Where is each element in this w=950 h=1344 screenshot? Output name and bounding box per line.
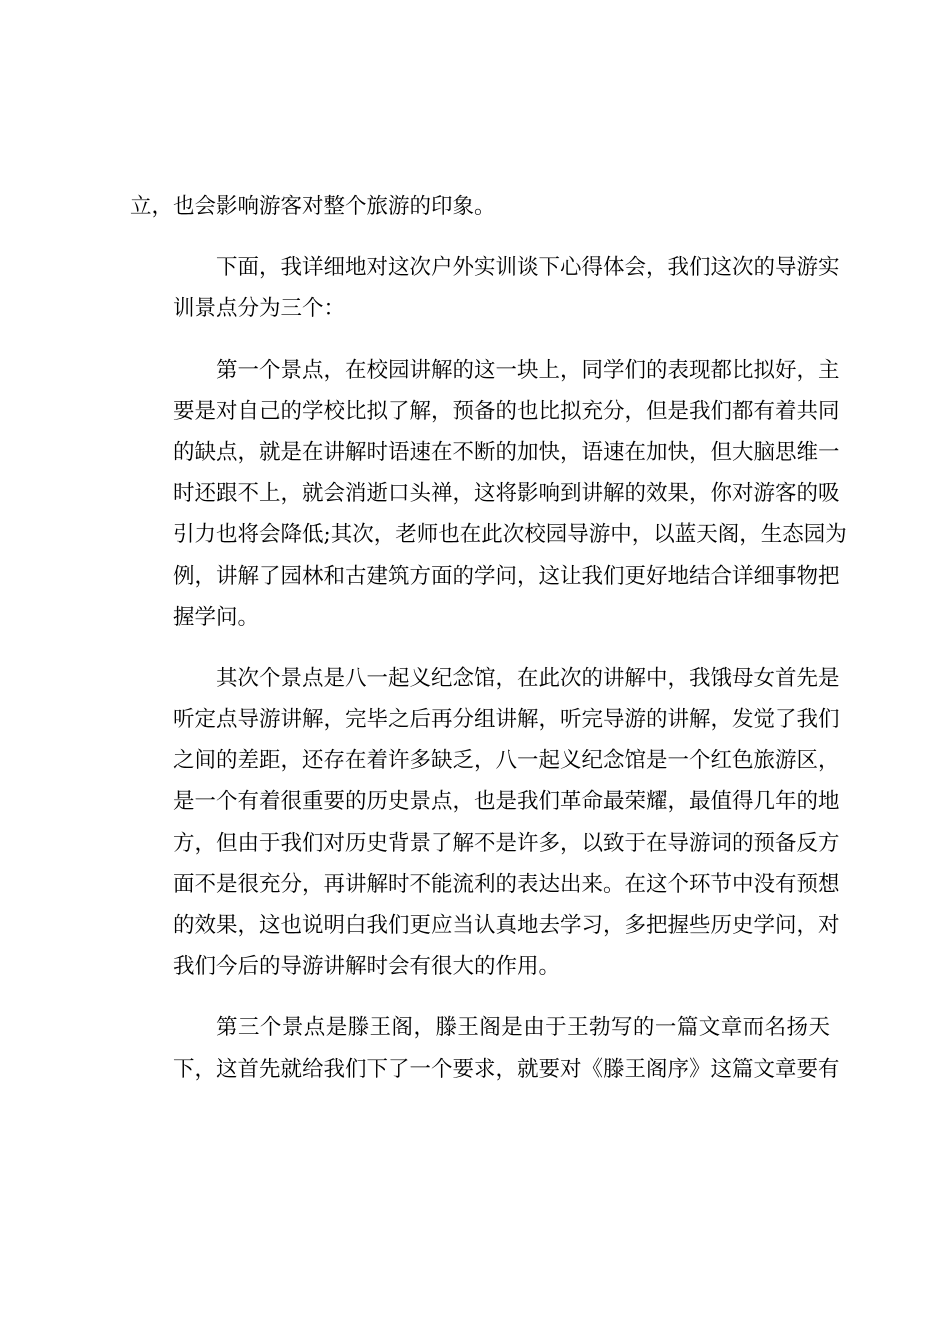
text-line: 要是对自己的学校比拟了解，预备的也比拟充分，但是我们都有着共同 — [173, 398, 840, 424]
text-line: 是一个有着很重要的历史景点，也是我们革命最荣耀，最值得几年的地 — [173, 789, 840, 815]
text-line: 下，这首先就给我们下了一个要求，就要对《滕王阁序》这篇文章要有 — [173, 1056, 840, 1082]
paragraph-4 — [130, 658, 840, 988]
text-line: 第一个景点，在校园讲解的这一块上，同学们的表现都比拟好，主 — [216, 357, 840, 383]
paragraph-5 — [130, 1007, 840, 1089]
text-line: 时还跟不上，就会消逝口头禅，这将影响到讲解的效果，你对游客的吸 — [173, 481, 840, 507]
paragraph-1 — [130, 186, 830, 227]
text-line: 我们今后的导游讲解时会有很大的作用。 — [173, 954, 561, 980]
text-line: 之间的差距，还存在着许多缺乏，八一起义纪念馆是一个红色旅游区， — [173, 748, 840, 774]
text-line: 引力也将会降低;其次，老师也在此次校园导游中，以蓝天阁，生态园为 — [173, 522, 847, 548]
text-line: 立，也会影响游客对整个旅游的印象。 — [130, 194, 496, 219]
text-line: 其次个景点是八一起义纪念馆，在此次的讲解中，我饿母女首先是 — [216, 665, 840, 691]
paragraph-2 — [130, 247, 840, 329]
text-line: 下面，我详细地对这次户外实训谈下心得体会，我们这次的导游实 — [216, 255, 840, 281]
text-line: 的效果，这也说明白我们更应当认真地去学习，多把握些历史学问，对 — [173, 913, 840, 938]
text-line: 例，讲解了园林和古建筑方面的学问，这让我们更好地结合详细事物把 — [173, 563, 840, 589]
text-line: 的缺点，就是在讲解时语速在不断的加快，语速在加快，但大脑思维一 — [173, 439, 840, 465]
text-line: 面不是很充分，再讲解时不能流利的表达出来。在这个环节中没有预想 — [173, 871, 840, 897]
text-line: 方，但由于我们对历史背景了解不是许多，以致于在导游词的预备反方 — [173, 830, 840, 856]
text-line: 听定点导游讲解，完毕之后再分组讲解，听完导游的讲解，发觉了我们 — [173, 707, 840, 733]
text-line: 第三个景点是滕王阁，滕王阁是由于王勃写的一篇文章而名扬天 — [216, 1015, 830, 1041]
paragraph-3 — [130, 350, 847, 638]
document-body — [130, 186, 847, 1110]
text-line: 握学问。 — [173, 604, 260, 630]
text-line: 训景点分为三个： — [173, 296, 346, 322]
